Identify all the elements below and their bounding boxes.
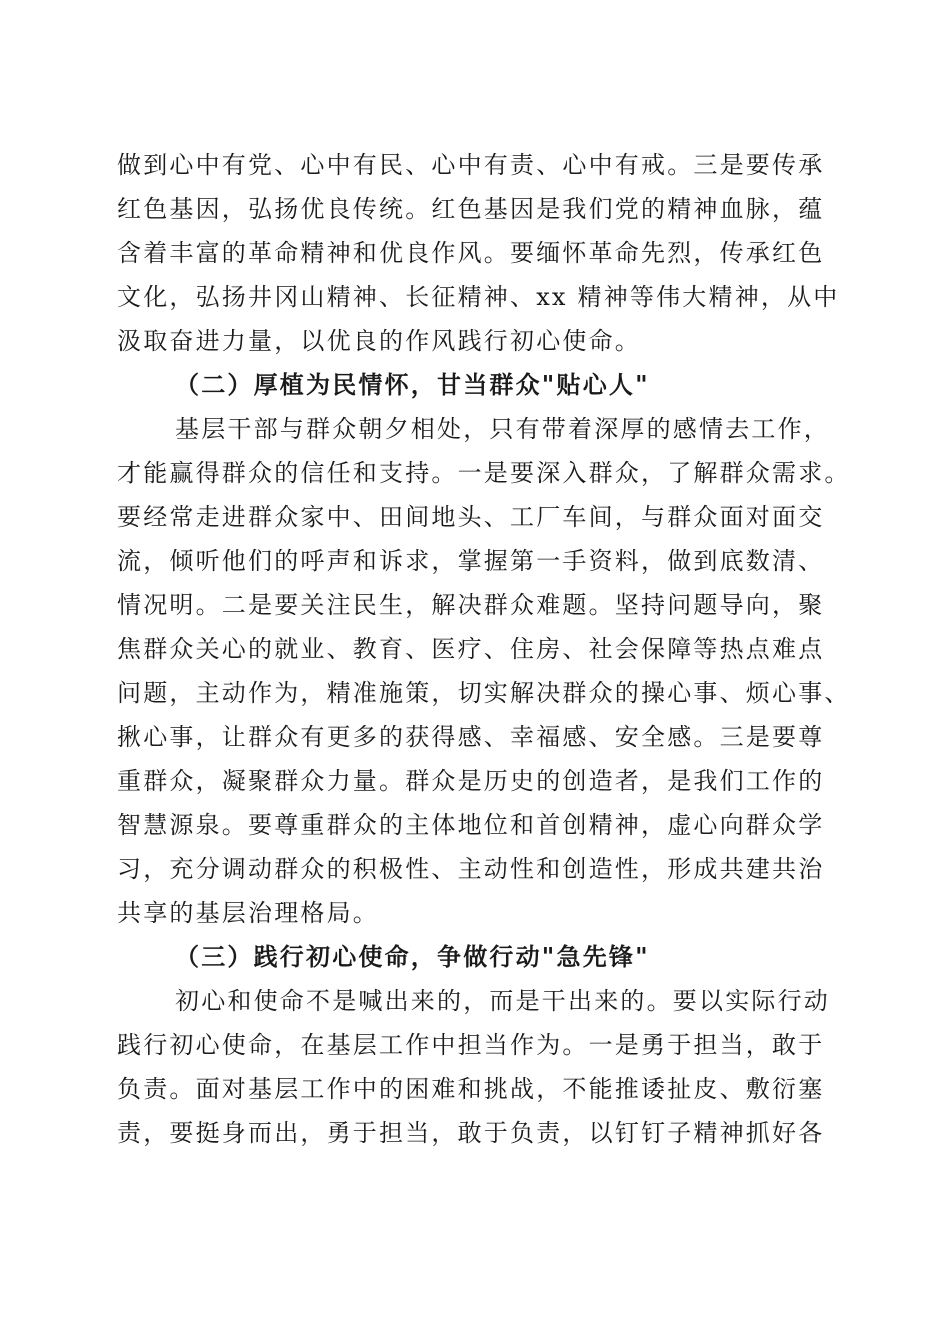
- paragraph-first-line: 初心和使命不是喊出来的，而是干出来的。要以实际行动: [175, 987, 830, 1015]
- paragraph-first-line: 基层干部与群众朝夕相处，只有带着深厚的感情去工作，: [175, 415, 830, 443]
- body-line: 智慧源泉。要尊重群众的主体地位和首创精神，虚心向群众学: [117, 811, 825, 839]
- body-line: 汲取奋进力量，以优良的作风践行初心使命。: [117, 327, 641, 355]
- body-line: 文化，弘扬井冈山精神、长征精神、xx 精神等伟大精神，从中: [117, 283, 840, 311]
- body-line: 红色基因，弘扬优良传统。红色基因是我们党的精神血脉，蕴: [117, 195, 825, 223]
- section-heading-2: （二）厚植为民情怀，甘当群众"贴心人": [175, 370, 650, 399]
- body-line: 问题，主动作为，精准施策，切实解决群众的操心事、烦心事、: [117, 679, 851, 707]
- body-line: 情况明。二是要关注民生，解决群众难题。坚持问题导向，聚: [117, 591, 825, 619]
- body-line: 流，倾听他们的呼声和诉求，掌握第一手资料，做到底数清、: [117, 547, 825, 575]
- body-line: 共享的基层治理格局。: [117, 899, 379, 927]
- body-line: 负责。面对基层工作中的困难和挑战，不能推诿扯皮、敷衍塞: [117, 1075, 825, 1103]
- body-line: 做到心中有党、心中有民、心中有责、心中有戒。三是要传承: [117, 151, 825, 179]
- body-line: 才能赢得群众的信任和支持。一是要深入群众，了解群众需求。: [117, 459, 851, 487]
- section-heading-3: （三）践行初心使命，争做行动"急先锋": [175, 942, 650, 971]
- body-line: 要经常走进群众家中、田间地头、工厂车间，与群众面对面交: [117, 503, 825, 531]
- body-line: 焦群众关心的就业、教育、医疗、住房、社会保障等热点难点: [117, 635, 825, 663]
- body-line: 含着丰富的革命精神和优良作风。要缅怀革命先烈，传承红色: [117, 239, 825, 267]
- body-line: 践行初心使命，在基层工作中担当作为。一是勇于担当，敢于: [117, 1031, 825, 1059]
- body-line: 责，要挺身而出，勇于担当，敢于负责，以钉钉子精神抓好各: [117, 1119, 825, 1147]
- body-line: 揪心事，让群众有更多的获得感、幸福感、安全感。三是要尊: [117, 723, 825, 751]
- body-line: 习，充分调动群众的积极性、主动性和创造性，形成共建共治: [117, 855, 825, 883]
- body-line: 重群众，凝聚群众力量。群众是历史的创造者，是我们工作的: [117, 767, 825, 795]
